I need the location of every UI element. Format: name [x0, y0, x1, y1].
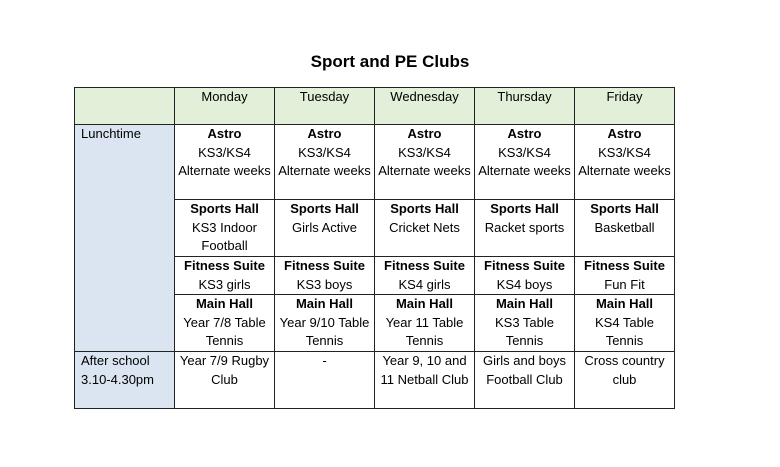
main-hall-cell [475, 295, 575, 352]
activity-text: Year 7/8 Table Tennis [183, 314, 266, 348]
day-header-tuesday: Tuesday [275, 88, 375, 125]
venue-label: Sports Hall [490, 201, 559, 216]
activity-text: KS4 boys [496, 276, 553, 292]
day-header-wednesday: Wednesday [375, 88, 475, 125]
venue-label: Main Hall [495, 296, 554, 311]
venue-label: Fitness Suite [484, 258, 565, 273]
after-school-cell: Year 7/9 Rugby Club [175, 352, 275, 409]
venue-label: Astro [307, 126, 342, 141]
activity-text: Racket sports [484, 219, 565, 235]
venue-label: Fitness Suite [584, 258, 665, 273]
sports-hall-cell [275, 200, 375, 257]
page-title: Sport and PE Clubs [310, 52, 470, 71]
activity-text: Girls Active [291, 219, 357, 235]
day-header-friday: Friday [575, 88, 675, 125]
sports-hall-cell [175, 200, 275, 257]
after-school-cell: Girls and boys Football Club [475, 352, 575, 409]
activity-text: Cricket Nets [389, 219, 460, 235]
sports-hall-cell [575, 200, 675, 257]
venue-label: Main Hall [595, 296, 654, 311]
venue-label: Main Hall [395, 296, 454, 311]
venue-label: Sports Hall [390, 201, 459, 216]
corner-cell [75, 88, 175, 125]
after-school-cell: - [275, 352, 375, 409]
header-row [75, 88, 675, 125]
activity-text: KS4 Table Tennis [594, 314, 655, 348]
sports-hall-cell [375, 200, 475, 257]
activity-text: Basketball [594, 219, 655, 235]
after-school-label: After school 3.10-4.30pm [75, 352, 175, 409]
fitness-suite-cell [575, 257, 675, 295]
sports-hall-cell [475, 200, 575, 257]
activity-text: Year 11 Table Tennis [385, 314, 464, 348]
clubs-timetable [74, 87, 675, 409]
venue-label: Fitness Suite [384, 258, 465, 273]
venue-label: Fitness Suite [284, 258, 365, 273]
activity-text: Fun Fit [604, 276, 645, 292]
activity-text: KS3 girls [198, 276, 251, 292]
venue-label: Fitness Suite [184, 258, 265, 273]
day-header-monday: Monday [175, 88, 275, 125]
table-row [75, 125, 675, 200]
astro-cell [175, 125, 275, 200]
venue-label: Astro [607, 126, 642, 141]
venue-label: Astro [207, 126, 242, 141]
fitness-suite-cell [375, 257, 475, 295]
fitness-suite-cell [475, 257, 575, 295]
main-hall-cell [375, 295, 475, 352]
activity-text: KS4 girls [398, 276, 451, 292]
after-school-cell: Year 9, 10 and 11 Netball Club [375, 352, 475, 409]
activity-text: KS3/KS4 Alternate weeks [378, 144, 471, 178]
activity-text: KS3/KS4 Alternate weeks [578, 144, 671, 178]
lunchtime-label: Lunchtime [75, 125, 175, 352]
venue-label: Sports Hall [190, 201, 259, 216]
main-hall-cell [575, 295, 675, 352]
venue-label: Astro [507, 126, 542, 141]
after-school-cell: Cross country club [575, 352, 675, 409]
main-hall-cell [275, 295, 375, 352]
activity-text: KS3 Table Tennis [494, 314, 555, 348]
venue-label: Sports Hall [590, 201, 659, 216]
venue-label: Astro [407, 126, 442, 141]
activity-text: KS3/KS4 Alternate weeks [478, 144, 571, 178]
table-row [75, 352, 675, 409]
astro-cell [475, 125, 575, 200]
activity-text: KS3/KS4 Alternate weeks [178, 144, 271, 178]
astro-cell [575, 125, 675, 200]
astro-cell [375, 125, 475, 200]
venue-label: Main Hall [195, 296, 254, 311]
venue-label: Sports Hall [290, 201, 359, 216]
astro-cell [275, 125, 375, 200]
activity-text: KS3 Indoor Football [191, 219, 258, 253]
activity-text: KS3/KS4 Alternate weeks [278, 144, 371, 178]
venue-label: Main Hall [295, 296, 354, 311]
day-header-thursday: Thursday [475, 88, 575, 125]
fitness-suite-cell [275, 257, 375, 295]
fitness-suite-cell [175, 257, 275, 295]
main-hall-cell [175, 295, 275, 352]
activity-text: KS3 boys [296, 276, 353, 292]
activity-text: Year 9/10 Table Tennis [279, 314, 370, 348]
